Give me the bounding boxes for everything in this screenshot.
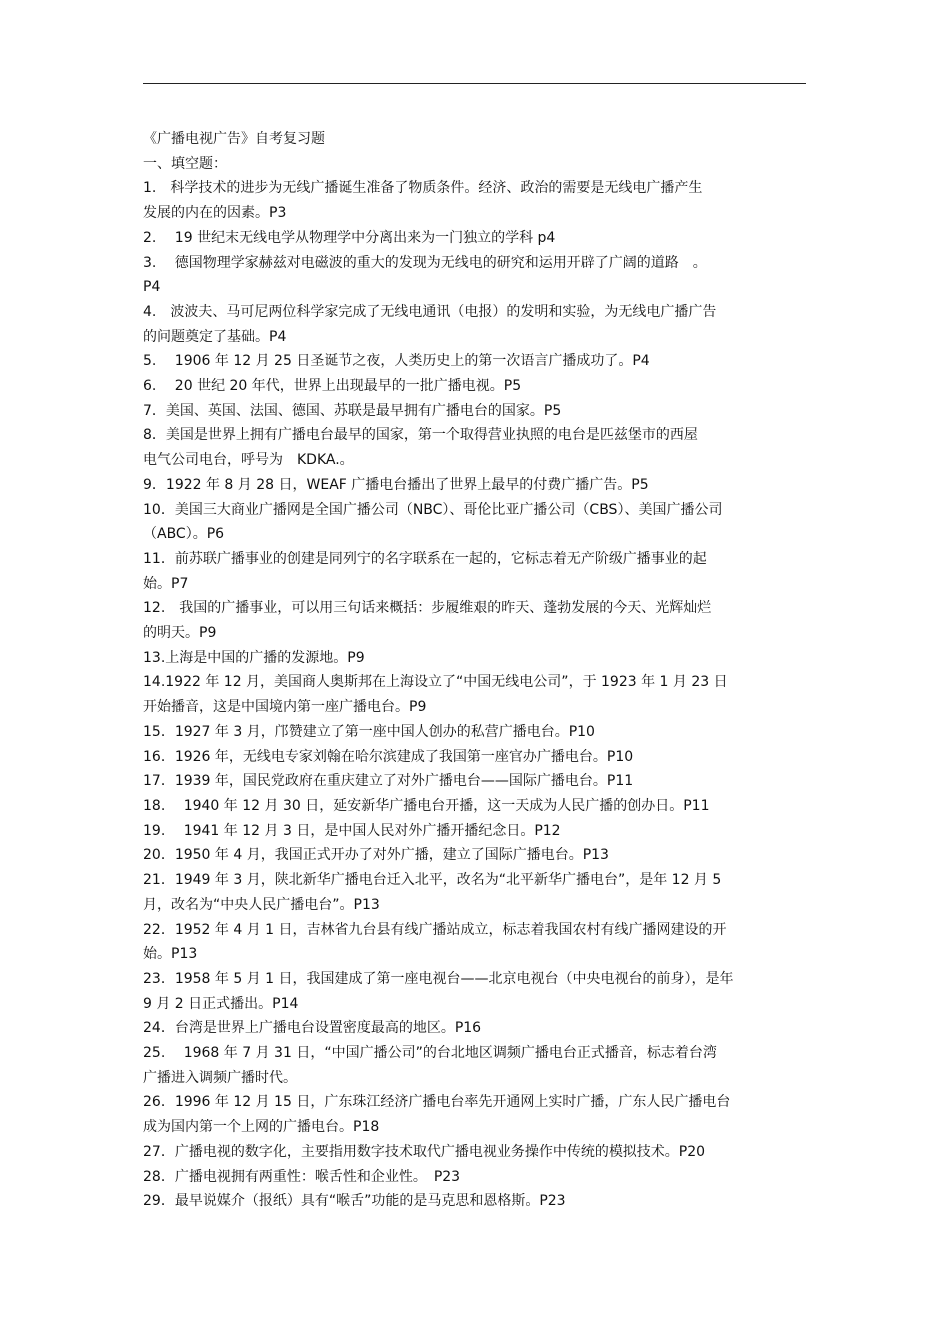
question-line: 29．最早说媒介（报纸）具有“喉舌”功能的是马克思和恩格斯。P23 [143,1193,566,1210]
question-line: 3. 德国物理学家赫兹对电磁波的重大的发现为无线电的研究和运用开辟了广阔的道路 。 [143,254,707,271]
question-line: 1. 科学技术的进步为无线广播诞生准备了物质条件。经济、政治的需要是无线电广播产生 [143,180,703,197]
question-line: 成为国内第一个上网的广播电台。P18 [143,1119,380,1136]
question-line: 9 月 2 日正式播出。P14 [143,995,299,1012]
question-list [143,176,811,1214]
question-line: 电气公司电台，呼号为 KDKA.。 [143,452,354,469]
section-heading: 一、填空题： [143,155,227,172]
question-line: （ABC）。P6 [143,526,225,543]
question-line: 18. 1940 年 12 月 30 日，延安新华广播电台开播，这一天成为人民广播的创办日。P11 [143,797,710,814]
question-line: 广播进入调频广播时代。 [143,1069,297,1086]
question-line: 月，改名为“中央人民广播电台”。P13 [143,896,380,913]
question-line: 8．美国是世界上拥有广播电台最早的国家，第一个取得营业执照的电台是匹兹堡市的西屋 [143,427,698,444]
question-line: 25. 1968 年 7 月 31 日，“中国广播公司”的台北地区调频广播电台正式播音，标志着台湾 [143,1045,717,1062]
question-line: 12. 我国的广播事业，可以用三句话来概括：步履维艰的昨天、蓬勃发展的今天、光辉灿烂 [143,600,712,617]
question-line: 20．1950 年 4 月，我国正式开办了对外广播，建立了国际广播电台。P13 [143,847,609,864]
question-line: 5. 1906 年 12 月 25 日圣诞节之夜，人类历史上的第一次语言广播成功了。P4 [143,353,650,370]
question-line: 开始播音，这是中国境内第一座广播电台。P9 [143,699,427,716]
question-line: 发展的内在的因素。P3 [143,205,287,222]
question-line: 26．1996 年 12 月 15 日，广东珠江经济广播电台率先开通网上实时广播，广东人民广播电台 [143,1094,731,1111]
document-title: 《广播电视广告》自考复习题 [143,131,325,147]
question-line: 11．前苏联广播事业的创建是同列宁的名字联系在一起的，它标志着无产阶级广播事业的起 [143,550,707,567]
question-line: 14.1922 年 12 月，美国商人奥斯邦在上海设立了“中国无线电公司”，于 1923 年 1 月 23 日 [143,674,728,691]
question-line: 24．台湾是世界上广播电台设置密度最高的地区。P16 [143,1020,482,1037]
question-line: 10．美国三大商业广播网是全国广播公司（NBC）、哥伦比亚广播公司（CBS）、美国广播公司 [143,501,723,518]
question-line: 4. 波波夫、马可尼两位科学家完成了无线电通讯（电报）的发明和实验，为无线电广播广告 [143,303,717,320]
question-line: 17．1939 年，国民党政府在重庆建立了对外广播电台——国际广播电台。P11 [143,773,634,790]
question-line: 始。P7 [143,575,189,592]
question-line: P4 [143,279,161,296]
question-line: 15．1927 年 3 月，邝赞建立了第一座中国人创办的私营广播电台。P10 [143,723,595,740]
question-line: 27．广播电视的数字化，主要指用数字技术取代广播电视业务操作中传统的模拟技术。P20 [143,1143,706,1160]
question-line: 16．1926 年，无线电专家刘翰在哈尔滨建成了我国第一座官办广播电台。P10 [143,748,634,765]
question-line: 21．1949 年 3 月，陕北新华广播电台迁入北平，改名为“北平新华广播电台”，是年 12 月 5 [143,872,722,889]
question-line: 始。P13 [143,946,198,963]
question-line: 13.上海是中国的广播的发源地。P9 [143,649,365,666]
question-line: 的明天。P9 [143,625,217,642]
question-line: 6. 20 世纪 20 年代，世界上出现最早的一批广播电视。P5 [143,378,522,395]
question-line: 7．美国、英国、法国、德国、苏联是最早拥有广播电台的国家。P5 [143,402,562,419]
header-rule [143,83,806,84]
question-line: 9．1922 年 8 月 28 日，WEAF 广播电台播出了世界上最早的付费广播广告。P5 [143,476,649,493]
question-line: 19. 1941 年 12 月 3 日，是中国人民对外广播开播纪念日。P12 [143,822,561,839]
question-line: 23．1958 年 5 月 1 日，我国建成了第一座电视台——北京电视台（中央电视台的前身），是年 [143,970,734,987]
question-line: 22．1952 年 4 月 1 日，吉林省九台县有线广播站成立，标志着我国农村有线广播网建设的开 [143,921,727,938]
question-line: 2. 19 世纪末无线电学从物理学中分离出来为一门独立的学科 p4 [143,229,556,246]
document-body [143,127,811,1214]
question-line: 的问题奠定了基础。P4 [143,328,287,345]
question-line: 28．广播电视拥有两重性：喉舌性和企业性。 P23 [143,1168,461,1185]
